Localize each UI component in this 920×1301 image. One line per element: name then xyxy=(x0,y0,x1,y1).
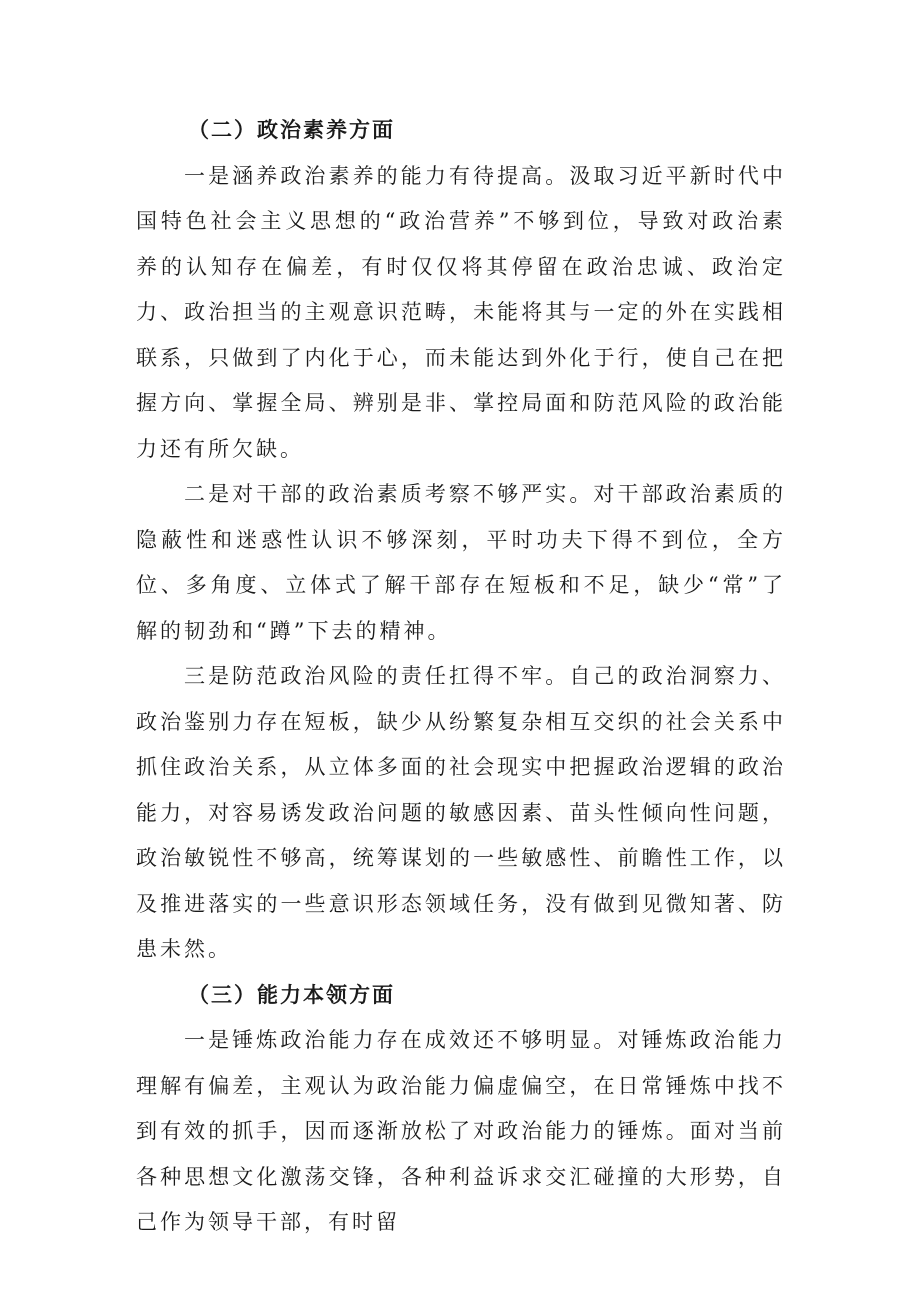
paragraph-political-risk: 三是防范政治风险的责任扛得不牢。自己的政治洞察力、政治鉴别力存在短板，缺少从纷繁复杂相互交织的社会关系中抓住政治关系，从立体多面的社会现实中把握政治逻辑的政治能力，对容易诱发政治问题的敏感因素、苗头性倾向性问题，政治敏锐性不够高，统筹谋划的一些敏感性、前瞻性工作，以及推进落实的一些意识形态领域任务，没有做到见微知著、防患未然。 xyxy=(136,664,786,961)
section-heading-political: （二）政治素养方面 xyxy=(188,118,395,142)
paragraph-cultivating-political-literacy: 一是涵养政治素养的能力有待提高。汲取习近平新时代中国特色社会主义思想的“政治营养”不够到位，导致对政治素养的认知存在偏差，有时仅仅将其停留在政治忠诚、政治定力、政治担当的主观意识范畴，未能将其与一定的外在实践相联系，只做到了内化于心，而未能达到外化于行，使自己在把握方向、掌握全局、辨别是非、掌控局面和防范风险的政治能力还有所欠缺。 xyxy=(136,163,786,461)
document-body xyxy=(136,108,786,1246)
section-heading-ability: （三）能力本领方面 xyxy=(188,982,395,1007)
paragraph-cadre-inspection: 二是对干部的政治素质考察不够严实。对干部政治素质的隐蔽性和迷惑性认识不够深刻，平时功夫下得不到位，全方位、多角度、立体式了解干部存在短板和不足，缺少“常”了解的韧劲和“蹲”下去的精神。 xyxy=(136,482,786,643)
paragraph-political-ability: 一是锤炼政治能力存在成效还不够明显。对锤炼政治能力理解有偏差，主观认为政治能力偏虚偏空，在日常锤炼中找不到有效的抓手，因而逐渐放松了对政治能力的锤炼。面对当前各种思想文化激荡交锋，各种利益诉求交汇碰撞的大形势，自己作为领导干部，有时留 xyxy=(136,1028,786,1234)
